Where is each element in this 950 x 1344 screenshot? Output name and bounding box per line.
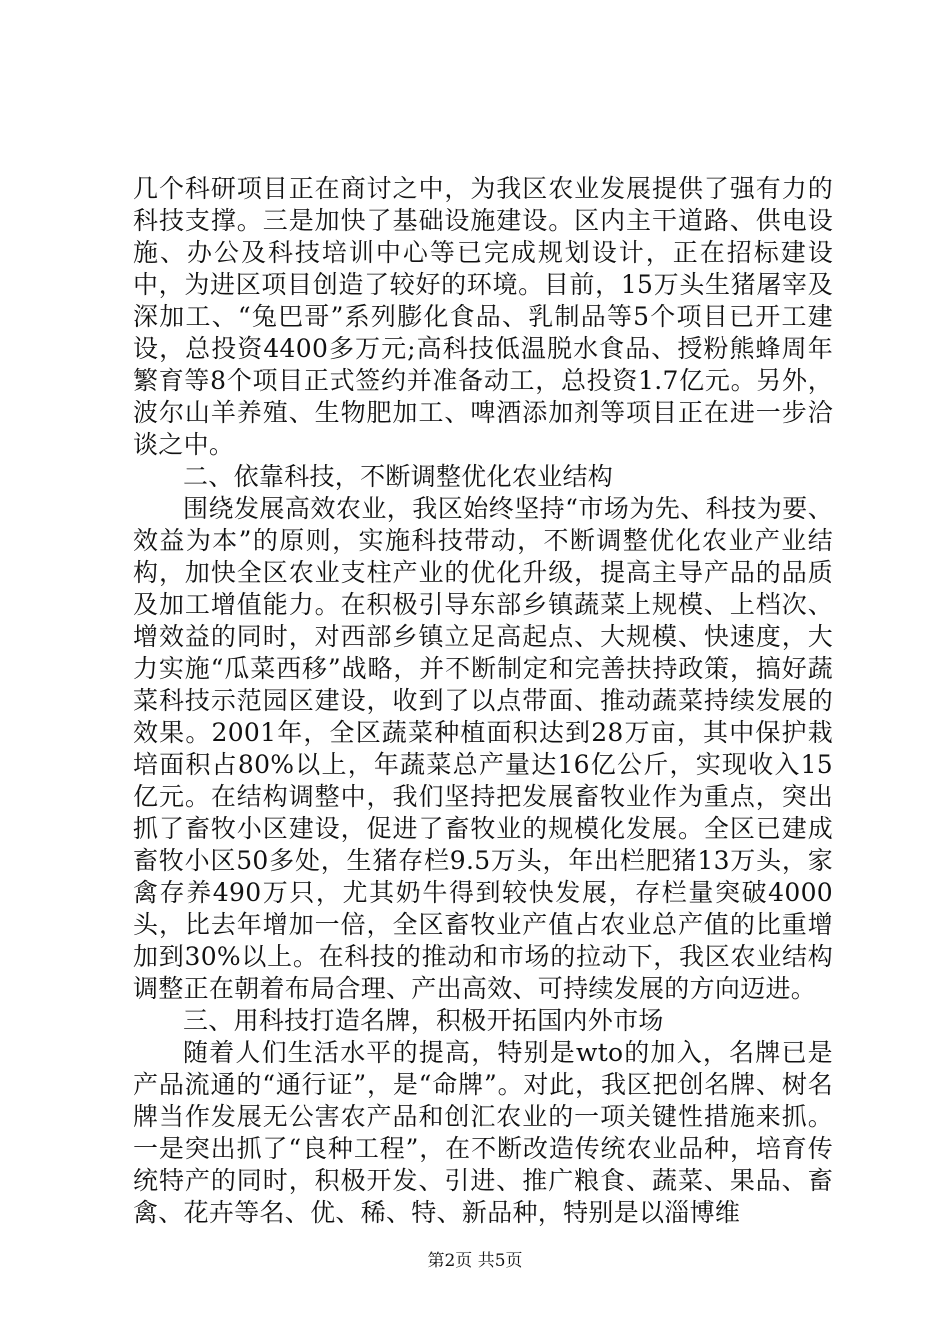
document-body (133, 173, 833, 1229)
paragraph: 围绕发展高效农业，我区始终坚持“市场为先、科技为要、效益为本”的原则，实施科技带动，不断调整优化农业产业结构，加快全区农业支柱产业的优化升级，提高主导产品的品质及加工增值能力。在积极引导东部乡镇蔬菜上规模、上档次、增效益的同时，对西部乡镇立足高起点、大规模、快速度，大力实施“瓜菜西移”战略，并不断制定和完善扶持政策，搞好蔬菜科技示范园区建设，收到了以点带面、推动蔬菜持续发展的效果。2001年，全区蔬菜种植面积达到28万亩，其中保护栽培面积占80%以上，年蔬菜总产量达16亿公斤，实现收入15亿元。在结构调整中，我们坚持把发展畜牧业作为重点，突出抓了畜牧小区建设，促进了畜牧业的规模化发展。全区已建成畜牧小区50多处，生猪存栏9.5万头，年出栏肥猪13万头，家禽存养490万只，尤其奶牛得到较快发展，存栏量突破4000头，比去年增加一倍，全区畜牧业产值占农业总产值的比重增加到30%以上。在科技的推动和市场的拉动下，我区农业结构调整正在朝着布局合理、产出高效、可持续发展的方向迈进。 (133, 494, 833, 1003)
section-heading: 二、依靠科技，不断调整优化农业结构 (183, 462, 614, 491)
page-indicator: 第2页 共5页 (427, 1251, 523, 1271)
paragraph: 几个科研项目正在商讨之中，为我区农业发展提供了强有力的科技支撑。三是加快了基础设施建设。区内主干道路、供电设施、办公及科技培训中心等已完成规划设计，正在招标建设中，为进区项目创造了较好的环境。目前，15万头生猪屠宰及深加工、“兔巴哥”系列膨化食品、乳制品等5个项目已开工建设，总投资4400多万元;高科技低温脱水食品、授粉熊蜂周年繁育等8个项目正式签约并准备动工，总投资1.7亿元。另外，波尔山羊养殖、生物肥加工、啤酒添加剂等项目正在进一步洽谈之中。 (133, 174, 833, 459)
page-footer (0, 1246, 950, 1271)
paragraph: 随着人们生活水平的提高，特别是wto的加入，名牌已是产品流通的“通行证”，是“命牌”。对此，我区把创名牌、树名牌当作发展无公害农产品和创汇农业的一项关键性措施来抓。一是突出抓了“良种工程”，在不断改造传统农业品种，培育传统特产的同时，积极开发、引进、推广粮食、蔬菜、果品、畜禽、花卉等名、优、稀、特、新品种，特别是以淄博维 (133, 1038, 833, 1227)
section-heading: 三、用科技打造名牌，积极开拓国内外市场 (183, 1006, 664, 1035)
